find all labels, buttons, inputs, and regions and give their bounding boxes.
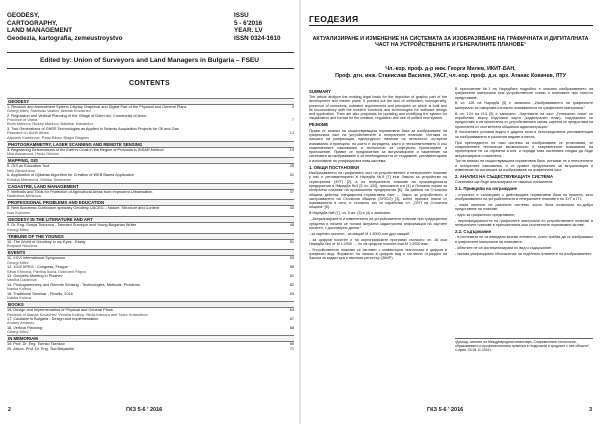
toc-entry-title: 9. Dr. Eng. Sonya Todorova - Talented Surveyor and Young Bulgarian Writer [7,223,137,228]
toc-section-heading: CADASTRE, LAND MANAGEMENT [7,183,294,190]
toc-entry-title: Province of Varna [7,118,38,123]
section-heading: ГЕОДЕЗИЯ [309,14,359,24]
paragraph: В приложение №1 на Наредбата подробно е описано изобразяването на графичните материали към устройствените схеми и плановете при тяхното представяне. [455,87,593,100]
journal-line [7,20,294,28]
paragraph: - няма налични на различни системи, които биха позволили по-добро представяне на планове; [455,202,593,212]
toc-section-heading: GEODESY [7,98,294,105]
toc-entry-page: 71 [289,346,294,351]
toc-entry-title: Reviews of Atanas Kovachev, Venelia Koleva, Silvia Ivanova and Todor Kostadinov [7,312,148,317]
paragraph: В Наредба №8 [7], чл. 5 ал. (3) и (4) е записано: [309,211,392,216]
subsection-heading: 2.1. Принципи на изграждане [455,186,517,192]
toc-entry-page [284,194,294,198]
paragraph: - в системата не са въведени всички елементи, които трябва да се изобразяват в графичните материали на плановете; [455,235,593,244]
journal-line-left: LAND MANAGEMENT [7,27,73,35]
left-column [309,87,447,262]
table-of-contents [7,97,294,351]
toc-entry-title: 8. New Academic Curriculum specialty Geodesy UACEG – Nature, Structure and Content [7,206,160,211]
page-number: 3 [589,407,592,413]
toc-entry-title: Georgi Milev [7,260,29,265]
toc-entry-title: 10. The World of Geodesy in my Eyes - Essay [7,239,86,244]
toc-entry-page [284,228,294,232]
toc-section-heading: GEODESY IN THE LITERATURE AND ART [7,216,294,223]
toc-section-heading: PROFESSIONAL PROBLEMS AND EDUCATION [7,199,294,206]
rezyume-text: Прави се анализ на съществуващата нормативна база за изобразяване на графичната част на устройствените и генералните планове. Изтъква се липсата на унификация, еднородност, наличие на непълноти, остарели изисквания и принципи, на които е изградена, както и несъответствието й със съвременните изисквания и технологии за софтуерно проектиране и приложение. Правят се предложения за актуализиране и изменение на системата за изобразяване и за необходимостта от създаване, регламентиране и използване на унифицирана нова система. [309,128,447,163]
article-authors [309,66,592,80]
paragraph: - строежът е съгласуван с действащата нормативна база на проекта, като изобразяването на устройствените и генералните планове е по ЗУТ и ГП; [455,192,593,201]
toc-section-heading: TRIBUNE OF THE YOUNGS [7,233,294,240]
toc-entry-page: 51 [289,239,294,244]
toc-entry-title: Georgi Milev [7,330,29,335]
toc-entry-title: Research in North Africa [7,131,49,136]
authors-line-1: Чл.-кор. проф. д-р инж. Георги Милев, ИКИТ-БАН, [385,66,516,72]
toc-entry-page [284,330,294,334]
toc-entry-title: Ivan Kunchev [7,210,31,215]
paragraph: - за хартиен носител - за мащаб М 1:5000 или друг мащаб; [309,231,411,236]
toc-entry-title: 7. Methods and Tools for Protection of Agricultural Areas from Imprudent Urbanisation [7,189,153,194]
header-divider [7,52,294,53]
subsection-heading: 2.2. Съдържание [455,229,492,235]
toc-entry-title: Kristina Milenkova, Dimitar Simeonov [7,177,71,182]
journal-line-right: ISSU [234,12,249,19]
toc-entry-title: 5. GIS as Education Tool [7,164,50,169]
paragraph: - липсва унифицирано обозначение на отделните елементи на изобразяването. [455,251,593,256]
toc-entry-title: 6. Application of Djikstras Algorithm for Creation of WEB Based Application [7,173,134,178]
toc-entry-page: 25 [289,164,294,169]
right-page [301,0,600,424]
toc-entry-page: 67 [289,316,294,321]
toc-entry-title: Mila Atanasova, Hristo Nikolov [7,152,59,157]
article-title: АКТУАЛИЗИРАНЕ И ИЗМЕНЕНИЕ НА СИСТЕМАТА ЗА ИЗОБРАЗЯВАНЕ НА ГРАФИЧНАТА И ДИГИТАЛНАТА ЧАСТ НА УСТРОЙСТВЕНИТЕ И ГЕНЕРАЛНИТЕ ПЛАНОВЕ¹ [312,36,589,49]
left-page [0,0,299,424]
paragraph: - „Актуализирането и изменението на устройствените планове при традиционни средства и начини се полага актуална кадастрална информация на хартиен носител, с достоверни данни.“ [309,217,447,230]
toc-entry-title: Boryana Nikolova [7,244,38,249]
toc-entry [7,296,294,300]
toc-section-heading: IN MEMORIAM [7,335,294,342]
toc-entry-title: 15. Traditional Seminar - Plovdiv, 2016 [7,291,73,296]
toc-entry-page [284,211,294,215]
toc-entry-page: 53 [289,256,294,261]
toc-entry-title: Ivanka Koleva [7,295,32,300]
paragraph: - Устройствените планове се изготвят с компютърни технологии и цифров и графичен вид. Форматът на записа в цифров вид е съгласно гл.раздел на Закона за кадастъра и имотния регистър (ЗКИР). [309,247,447,261]
edited-by: Edited by: Union of Surveyors and Land Managers in Bulgaria – FSEU [39,57,260,64]
toc-entry-title: Andrey Andreev [7,321,35,326]
journal-header [7,12,294,42]
toc-entry-title: Georgi Milev [7,227,29,232]
toc-entry-title: 20. Assoc. Prof. Dr. Eng. Tsvi Belyashkí [7,346,75,351]
contents-title: CONTENTS [129,80,170,87]
toc-entry-title: Ivanka Koleva [7,287,32,292]
page-footer: ГКЗ 5-6 ' 2016 [126,407,163,413]
toc-entry-title: 12. XXIII SPEG - Congress, Prague [7,265,68,270]
toc-entry-title: Silvia Efimova, Pavlina Ikova, Dobromir Filipov [7,269,87,274]
toc-section-heading: PHOTOGRAMMETRY, LASER SCANNING AND REMOTE SENSING [7,141,294,148]
toc-entry-page: 43 [289,206,294,211]
paragraph: Тук на анализ на съществуващата нормативна база, изтъкват се и непълнотите и остарелите изисквания, и се правят предложения за актуализация и изменение на системата за изобразяване на графичната част. [455,159,593,173]
right-column [455,87,593,257]
header-divider [7,68,294,69]
toc-entry-page: 68 [289,325,294,330]
section-1-heading: 1. ОБЩИ ПОСТАНОВКИ [309,164,360,170]
toc-entry [7,136,294,140]
toc-entry-title: 3. Two Generations of GNSS Technologies as Applied in Seismic Acquisition Projects for Oil and Gas [7,126,179,131]
toc-entry-page: 69 [289,342,294,347]
toc-entry-title: 17. Cadastre in Bulgaria - Design and Implementation [7,316,99,321]
paragraph: - неунифицираността на графичните материали по устройствените планове и генералните планове в приложенията към съответните нормативни актове. [455,218,593,228]
toc-entry-title: Georgi Milev, Stanislav Vasilev, Atanas Kovachev [7,109,91,114]
paragraph: При прегледането на тази система за изобразяване се установява, че съвременните технически възможности и съвременните изисквания на проектиране не са отразени в нея, и поради това системата следва да бъде актуализирана и изменена. [455,140,593,158]
footnote: ¹Доклад, изнесен на Международния симпозиум „Съвременните технологии, образованието и професионалната практика в геодезията и сродните с нея области“, София, 03-04.11.2016 г. [455,338,593,352]
toc-entry-page: 3 [291,104,294,109]
heading-rule [309,25,593,26]
toc-entry-title: 18. Vertical Planning [7,325,43,330]
toc-entry-title: Vasilka Galabova [7,278,37,283]
toc-entry-page: 64 [289,308,294,313]
toc-entry-title: 16. Design and Implementation of Physical and General Plans [7,308,113,313]
paragraph: - обектите не са систематизирани по вид и съдържание; [455,245,552,250]
toc-entry-title: 1. Revision and Amendment System Display Graphical and Digital Part of the Physical and General Plans [7,104,187,109]
toc-entry-page: 19 [289,147,294,152]
toc-entry-page [284,244,294,248]
paragraph: - едно за графичното представяне; [455,212,516,217]
journal-line-right: YEAR. LV [234,27,263,35]
paragraph: - за цифров носител и на картографските програми съгласно чл. 16 към Наредба №4 от М 1:2000 ..., но на цифров носител към М 1:2000 във; [309,237,447,246]
toc-entry-title: 14. Photogrammetry and Remote Sensing - Technologies, Methods, Problems [7,282,140,287]
toc-entry [7,152,294,156]
toc-entry-page [284,136,294,140]
toc-entry-page [284,152,294,156]
toc-entry-page: 62 [289,282,294,287]
paragraph: В чл. 126 на Наредба [5] е записано: „Изобразяването на графичните материали се извършва съгласно изискванията на графичните материали.“ [455,101,593,110]
paragraph: Системата ще бъде анализирана по няколко показателя: [455,180,554,185]
toc-entry-page [284,296,294,300]
toc-entry-page: 55 [289,265,294,270]
page-number: 2 [8,407,11,413]
toc-entry-page: 31 [289,173,294,178]
toc-entry-title: 11. XXVI International Symposium [7,256,66,261]
toc-entry-page: 37 [289,189,294,194]
toc-entry-page: 48 [289,223,294,228]
journal-line-left: GEODESY, [7,12,40,19]
toc-entry [7,330,294,334]
paragraph: Изобразяването на графичната част на устройствените и генералните планове у нас е регламентирано в Наредба №8 [7] към Закона за устройство на територията (ЗУТ) [2], а на генералните планове на произведенията предприятия в Наредба №4 [5 чл. 120], приложена и в [4] и Основни норми за генерални планове на промишлени предприятия [6]. За района на Столична община действа специфична нормативна част – Закон за устройството и застрояването на Столична община (ЗУЗСО) [3], който прилага някои от изискванията в него, и съгласно тях се изработва т.н. „ОУП на Столична община“ [8]. [309,171,447,210]
journal-line-left: Geodezia, kartografia, zemeustroystvo [7,34,123,42]
toc-entry-title: 2. Regulation and Vertical Planning of the Village of Dobri dol, Community of Aven, [7,113,148,118]
toc-entry-title: Asparuh Kamburov, Petar Bibev, Blagoi Blagoev [7,135,90,140]
journal-line-right: ISSN 0324-1610 [234,34,281,42]
toc-entry [7,211,294,215]
summary-text: The article analyze the existing legal basis for the depiction of graphic part of the development and master plans. It pointed out the lack of unification, homogeneity, presence of omissions, outdated requirements and principles on which is built and its inconsistency with the modern functions and technologies for software design and application. Then are also proposals for updating and modifying the system for visualization and format for the creation, regulation and use of unified new system. [309,94,447,121]
paragraph: В посочените условия видно е дадена ясна и непосредствена регламентация за изобразяването в различни видове и места. [455,130,593,139]
toc-entry [7,347,294,351]
toc-section-heading: EVENTS [7,249,294,256]
toc-entry-title: 19. Prof. Dr. Eng. Tsenko Tsenkov [7,342,65,347]
summary-heading: SUMMARY [309,88,332,94]
toc-entry-title: 4. Registering Deformations of the Earth's Crust in the Region of Provadia in INSAR Method [7,147,164,152]
rezyume-heading: РЕЗЮМЕ [309,122,329,128]
toc-entry [7,244,294,248]
toc-entry-page: 7 [291,118,294,123]
toc-section-heading: BOOKS [7,301,294,308]
journal-line [7,12,294,20]
toc-section-heading: MAPPING, GIS [7,157,294,164]
toc-entry-page: 63 [289,291,294,296]
toc-entry-title: Nadezhda Nenkova [7,194,41,199]
paragraph: В чл. 124 на Н-4 [5] е записано: „Чертежите на част „Генерален план“ се изработват върху подложка карта (кадастрален план), подложката се предоставя и на проектанта от устройствената схема, картата се предоставя на проектанта от съответната общинска администрация.“ [455,111,593,129]
toc-entry-page: 61 [289,273,294,278]
journal-line [7,35,294,43]
journal-line-right: 5 - 6'2016 [234,19,263,27]
authors-line-2: Проф. дтн. инж. Станислав Василев, УАСГ, чл.-кор. проф. д.н. арх. Атанас Ковачев, ЛТУ [335,72,566,79]
page-footer: ГКЗ 5-6 ' 2016 [427,407,464,413]
toc-entry-title: Neli Zdravcheva [7,168,35,173]
toc-entry [7,228,294,232]
toc-entry-page: 13 [289,131,294,136]
journal-line [7,27,294,35]
toc-entry-title: Boris Marinov, Nickey Marinov, Bakhtiar Mazaedov [7,122,94,127]
toc-entry [7,178,294,182]
toc-entry-title: 13. Geodetic Meeting in Plodnev [7,273,63,278]
toc-entry-page [284,178,294,182]
toc-entry [7,194,294,198]
journal-line-left: CARTOGRAPHY, [7,19,58,27]
section-2-heading: 2. АНАЛИЗ НА СЪЩЕСТВУВАЩАТА СИСТЕМА [455,173,554,179]
